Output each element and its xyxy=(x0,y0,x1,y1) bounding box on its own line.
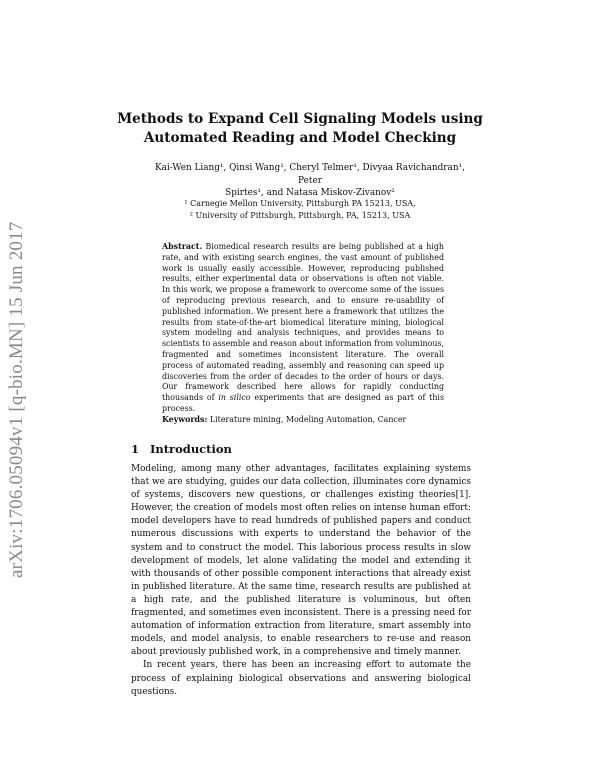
intro-paragraph-2: In recent years, there has been an increasing effort to automate the process of explaining biological observations and answering biological questions. xyxy=(131,660,471,697)
abstract xyxy=(162,242,444,415)
keywords-label: Keywords: xyxy=(162,415,208,424)
affiliation-2: ² University of Pittsburgh, Pittsburgh, PA, 15213, USA xyxy=(189,210,411,220)
affiliation-1: ¹ Carnegie Mellon University, Pittsburgh PA 15213, USA, xyxy=(184,199,416,208)
section-title: Introduction xyxy=(150,442,232,456)
abstract-tail: experiments that are designed as part of this process. xyxy=(162,393,445,413)
abstract-label: Abstract. xyxy=(162,242,203,251)
authors-line-1: Kai-Wen Liang¹, Qinsi Wang¹, Cheryl Telmer¹, Divyaa Ravichandran¹, Peter xyxy=(155,163,465,186)
authors-line-2: Spirtes¹, and Natasa Miskov-Zivanov² xyxy=(225,188,395,198)
abstract-text: Biomedical research results are being published at a high rate, and with existing search engines, the vast amount of published work is usually easily accessible. However, reproducing published results, either experimental data or observations is often not viable. In this work, we propose a framework to overcome some of the issues of reproducing previous research, and to ensure re-usability of published information. We present here a framework that utilizes the results from state-of-the-art biomedical literature mining, biological system modeling and analysis techniques, and provides means to scientists to assemble and reason about information from voluminous, fragmented and sometimes inconsistent literature. The overall process of automated reading, assembly and reasoning can speed up discoveries from the order of decades to the order of hours or days. Our framework described here allows for rapidly conducting thousands of xyxy=(162,242,444,403)
affiliations xyxy=(150,198,450,221)
abstract-italic-term: in silico xyxy=(218,393,251,403)
title-line-2: Automated Reading and Model Checking xyxy=(143,130,457,146)
section-number: 1 xyxy=(131,442,140,456)
arxiv-identifier: arXiv:1706.05094v1 [q-bio.MN] 15 Jun 2017 xyxy=(6,221,27,579)
keywords-text: Literature mining, Modeling Automation, Cancer xyxy=(209,415,407,424)
intro-paragraph-1: Modeling, among many other advantages, facilitates explaining systems that we are studying, guides our data collection, illuminates core dynamics of systems, discovers new questions, or challenges existing theories[1]. However, the creation of models most often relies on intense human effort: model developers have to read hundreds of published papers and conduct numerous discussions with experts to understand the behavior of the system and to construct the model. This laborious process results in slow development of models, let alone validating the model and extending it with thousands of other possible component interactions that already exist in published literature. At the same time, research results are published at a high rate, and the published literature is voluminous, but often fragmented, and sometimes even inconsistent. There is a pressing need for automation of information extraction from literature, smart assembly into models, and model analysis, to enable researchers to re-use and reason about previously published work, in a comprehensive and timely manner. xyxy=(131,464,471,658)
section-heading-introduction xyxy=(131,442,232,456)
title-line-1: Methods to Expand Cell Signaling Models using xyxy=(117,111,483,127)
keywords xyxy=(162,414,444,425)
introduction-body xyxy=(131,463,471,699)
author-list xyxy=(150,162,470,200)
paper-title xyxy=(115,110,485,148)
